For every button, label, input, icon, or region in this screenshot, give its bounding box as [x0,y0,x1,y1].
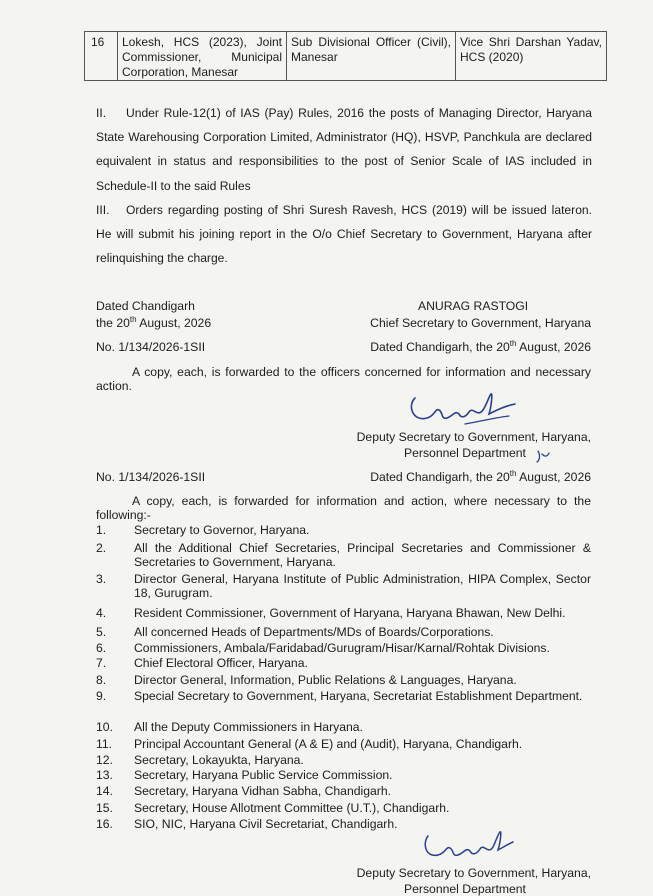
list-item: 1. Secretary to Governor, Haryana. [96,523,310,537]
initials-mark [535,448,551,464]
list-item: 2. All the Additional Chief Secretaries, Principal Secretaries and Commissioner & Secretaries to Government, Haryana. [96,541,591,569]
list-item: 16. SIO, NIC, Haryana Civil Secretariat, Chandigarh. [96,817,398,831]
vice-cell: Vice Shri Darshan Yadav, HCS (2020) [456,32,607,81]
forwarding-text: A copy, each, is forwarded for information and action, where necessary to the following:- [96,494,591,522]
list-item: 8. Director General, Information, Public Relations & Languages, Haryana. [96,673,517,687]
list-item: 12. Secretary, Lokayukta, Haryana. [96,753,304,767]
paragraph-text: Under Rule-12(1) of IAS (Pay) Rules, 2016 the posts of Managing Director, Haryana State Warehousing Corporation Limited, Administrator (HQ), HSVP, Panchkula are declared equivalent in status and responsibilities to the post of Senior Scale of IAS included in Schedule-II to the said Rules [96,106,592,193]
table-row [85,32,607,81]
list-item: 3. Director General, Haryana Institute of Public Administration, HIPA Complex, Sector 18, Gurugram. [96,572,591,600]
endorsement-number: No. 1/134/2026-1SII [96,340,206,354]
dated-place: Dated Chandigarh [96,299,195,313]
list-item: 10. All the Deputy Commissioners in Haryana. [96,720,363,734]
deputy-secretary-title: Deputy Secretary to Government, Haryana, [356,430,591,444]
endorsement-number: No. 1/134/2026-1SII [96,470,206,484]
department-name: Personnel Department [404,882,526,896]
posting-table [84,31,607,81]
forwarding-text: A copy, each, is forwarded to the officers concerned for information and necessary action. [96,365,591,393]
department-name: Personnel Department [404,446,526,460]
paragraph-iii [96,198,592,271]
posting-cell: Sub Divisional Officer (Civil), Manesar [287,32,456,81]
paragraph-ii [96,101,592,198]
signature-image [420,828,515,866]
list-item: 6. Commissioners, Ambala/Faridabad/Gurugram/Hisar/Karnal/Rohtak Divisions. [96,641,550,655]
list-item: 7. Chief Electoral Officer, Haryana. [96,656,308,670]
paragraph-number: II. [96,106,107,120]
endorsement-date: Dated Chandigarh, the 20th August, 2026 [370,468,591,484]
list-item: 9. Special Secretary to Government, Haryana, Secretariat Establishment Department. [96,689,583,703]
paragraph-text: Orders regarding posting of Shri Suresh Ravesh, HCS (2019) will be issued lateron. He will submit his joining report in the O/o Chief Secretary to Government, Haryana after relinquishing the charge. [96,203,592,266]
list-item: 11. Principal Accountant General (A & E) and (Audit), Haryana, Chandigarh. [96,737,523,751]
signatory-title: Chief Secretary to Government, Haryana [370,316,591,330]
signature-image [405,388,520,432]
officer-name-cell: Lokesh, HCS (2023), Joint Commissioner, Municipal Corporation, Manesar [118,32,287,81]
row-number: 16 [85,32,118,81]
list-item: 15. Secretary, House Allotment Committee (U.T.), Chandigarh. [96,801,450,815]
list-item: 5. All concerned Heads of Departments/MDs of Boards/Corporations. [96,625,494,639]
paragraph-number: III. [96,203,110,217]
list-item: 4. Resident Commissioner, Government of Haryana, Haryana Bhawan, New Delhi. [96,606,566,620]
dated-date: the 20th August, 2026 [96,314,212,330]
deputy-secretary-title: Deputy Secretary to Government, Haryana, [356,866,591,880]
endorsement-date: Dated Chandigarh, the 20th August, 2026 [370,338,591,354]
signatory-name: ANURAG RASTOGI [418,299,529,313]
list-item: 14. Secretary, Haryana Vidhan Sabha, Chandigarh. [96,784,392,798]
list-item: 13. Secretary, Haryana Public Service Commission. [96,768,393,782]
